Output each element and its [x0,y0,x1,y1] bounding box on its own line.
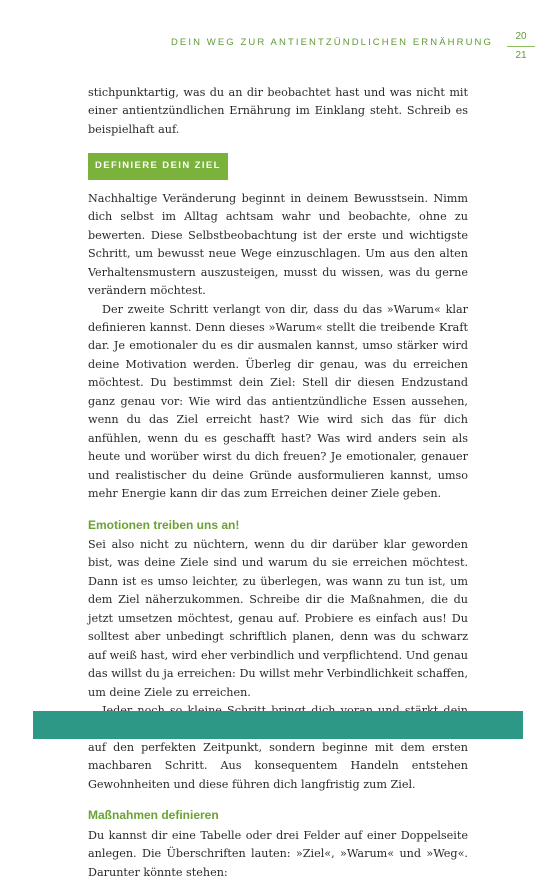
page-number-left: 20 [515,31,527,42]
section-label: DEFINIERE DEIN ZIEL [88,153,228,179]
page-number-right: 21 [515,50,527,61]
footer-band [33,711,523,739]
subheading-emotions: Emotionen treiben uns an! [88,517,240,532]
paragraph-4: auf den perfekten Zeitpunkt, sondern beginne mit dem ersten machbaren Schritt. Aus konsequentem Handeln entstehen Gewohnheiten und diese führen dich langfristig zum Ziel. [88,740,468,791]
paragraph-3: Sei also nicht zu nüchtern, wenn du dir darüber klar geworden bist, was deine Ziele sind und warum du sie erreichen möchtest. Dann ist es umso leichter, zu überlegen, was wann zu tun ist, um dem Ziel näherzukommen. Schreibe dir die Maßnahmen, die du jetzt umsetzen möchtest, genau auf. Probiere es einfach aus! Du solltest aber unbedingt schriftlich planen, denn was du schwarz auf weiß hast, wird eher verbindlich und verpflichtend. Und genau das willst du ja erreichen: Du willst mehr Verbindlichkeit schaffen, um deine Ziele zu erreichen. [88,537,468,699]
paragraph-5: Du kannst dir eine Tabelle oder drei Felder auf einer Doppelseite anlegen. Die Überschriften lauten: »Ziel«, »Warum« und »Weg«. Darunter könnte stehen: [88,828,468,879]
subheading-measures: Maßnahmen definieren [88,808,219,823]
page-numbers [507,30,535,63]
paragraph-1: Nachhaltige Veränderung beginnt in deinem Bewusstsein. Nimm dich selbst im Alltag achtsam wahr und beobachte, ohne zu bewerten. Diese Selbstbeobachtung ist der erste und wichtigste Schritt, um bewusst neue Wege einzuschlagen. Um aus den alten Verhaltensmustern auszusteigen, musst du wissen, was du gerne verändern möchtest. [88,191,468,298]
paragraph-2: Der zweite Schritt verlangt von dir, dass du das »Warum« klar definieren kannst. Denn dieses »Warum« stellt die treibende Kraft dar. Je emotionaler du es dir ausmalen kannst, umso stärker wird deine Motivation werden. Überleg dir genau, was du erreichen möchtest. Du bestimmst dein Ziel: Stell dir diesen Endzustand ganz genau vor: Wie wird das antientzündliche Essen aussehen, wenn du das Ziel erreicht hast? Wie wird sich das für dich anfühlen, wenn du es geschafft hast? Was wird anders sein als heute und worüber wirst du dich freuen? Je emotionaler, genauer und realistischer du deine Gründe ausformulieren kannst, umso mehr Energie kann dir das zum Erreichen deiner Ziele geben. [88,302,468,501]
page-number-divider [507,46,535,47]
intro-paragraph: stichpunktartig, was du an dir beobachtet hast und was nicht mit einer antientzündlichen Ernährung im Einklang steht. Schreib es beispielhaft auf. [88,86,468,136]
body-text [88,84,468,882]
running-title: DEIN WEG ZUR ANTIENTZÜNDLICHEN ERNÄHRUNG [170,37,493,48]
